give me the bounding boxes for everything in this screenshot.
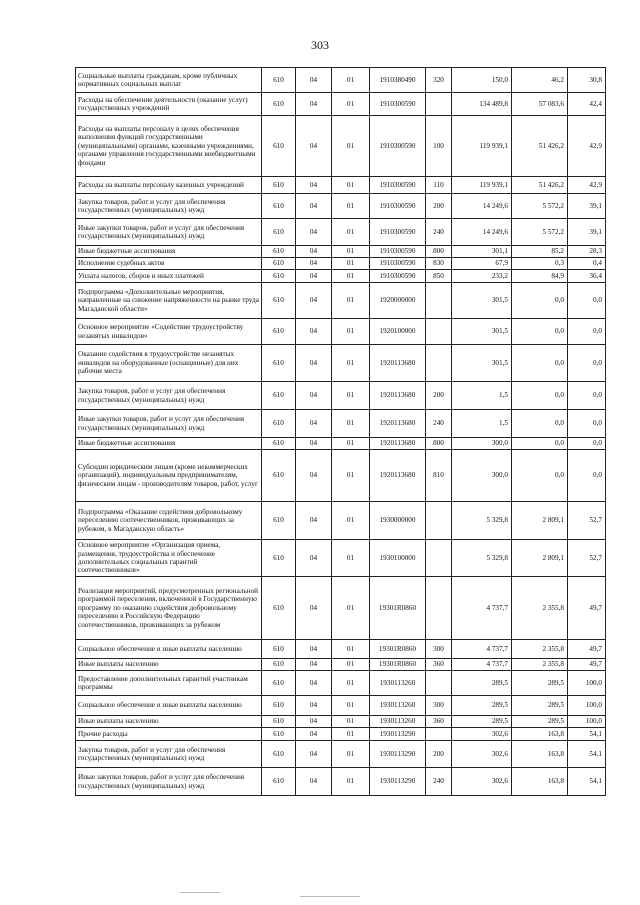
percent-cell: 49,7: [568, 640, 606, 659]
expense-type-cell: 850: [426, 270, 452, 283]
table-row: [76, 345, 606, 382]
expense-type-cell: [426, 540, 452, 577]
actual-amount-cell: 57 083,6: [512, 93, 568, 116]
target-article-cell: 1930113260: [370, 716, 426, 728]
actual-amount-cell: 163,8: [512, 728, 568, 741]
plan-amount-cell: 289,5: [452, 716, 512, 728]
ministry-code-cell: 610: [262, 345, 296, 382]
target-article-cell: 1930113290: [370, 741, 426, 768]
table-row: [76, 659, 606, 671]
expense-type-cell: 240: [426, 768, 452, 796]
expense-type-cell: 240: [426, 410, 452, 438]
section-code-cell: 04: [296, 640, 332, 659]
expense-type-cell: [426, 728, 452, 741]
table-row: [76, 438, 606, 450]
section-code-cell: 04: [296, 659, 332, 671]
actual-amount-cell: 51 426,2: [512, 116, 568, 177]
expense-type-cell: 200: [426, 741, 452, 768]
row-name-cell: Подпрограмма «Дополнительные мероприятия, направленные на снижение напряженности на рынке труда Магаданской области»: [76, 283, 262, 319]
ministry-code-cell: 610: [262, 540, 296, 577]
plan-amount-cell: 300,0: [452, 450, 512, 502]
percent-cell: 0,0: [568, 345, 606, 382]
actual-amount-cell: 0,3: [512, 258, 568, 270]
actual-amount-cell: 2 355,8: [512, 640, 568, 659]
section-code-cell: 04: [296, 116, 332, 177]
subsection-code-cell: 01: [332, 116, 370, 177]
plan-amount-cell: 301,1: [452, 246, 512, 258]
actual-amount-cell: 0,0: [512, 319, 568, 345]
row-name-cell: Иные выплаты населению: [76, 659, 262, 671]
percent-cell: 49,7: [568, 577, 606, 640]
table-row: [76, 671, 606, 696]
ministry-code-cell: 610: [262, 93, 296, 116]
section-code-cell: 04: [296, 728, 332, 741]
page-number: 303: [311, 38, 329, 52]
table-row: [76, 177, 606, 194]
actual-amount-cell: 289,5: [512, 716, 568, 728]
ministry-code-cell: 610: [262, 671, 296, 696]
percent-cell: 52,7: [568, 502, 606, 540]
table-row: [76, 68, 606, 93]
row-name-cell: Уплата налогов, сборов и иных платежей: [76, 270, 262, 283]
subsection-code-cell: 01: [332, 659, 370, 671]
percent-cell: 36,4: [568, 270, 606, 283]
target-article-cell: 1920113680: [370, 438, 426, 450]
actual-amount-cell: 0,0: [512, 382, 568, 410]
row-name-cell: Предоставление дополнительных гарантий участникам программы: [76, 671, 262, 696]
subsection-code-cell: 01: [332, 258, 370, 270]
percent-cell: 54,1: [568, 741, 606, 768]
section-code-cell: 04: [296, 716, 332, 728]
subsection-code-cell: 01: [332, 319, 370, 345]
budget-table: [75, 67, 606, 796]
ministry-code-cell: 610: [262, 258, 296, 270]
row-name-cell: Расходы на выплаты персоналу в целях обеспечения выполнения функций государственными (муниципальными) органами, казенными учреждениями, органами управления государственными внебюджетными фондами: [76, 116, 262, 177]
expense-type-cell: 830: [426, 258, 452, 270]
actual-amount-cell: 2 809,1: [512, 502, 568, 540]
row-name-cell: Иные закупки товаров, работ и услуг для обеспечения государственных (муниципальных) нужд: [76, 219, 262, 246]
target-article-cell: 1910300590: [370, 258, 426, 270]
expense-type-cell: 200: [426, 194, 452, 219]
subsection-code-cell: 01: [332, 671, 370, 696]
table-row: [76, 716, 606, 728]
table-row: [76, 540, 606, 577]
subsection-code-cell: 01: [332, 68, 370, 93]
row-name-cell: Иные бюджетные ассигнования: [76, 246, 262, 258]
actual-amount-cell: 0,0: [512, 345, 568, 382]
subsection-code-cell: 01: [332, 716, 370, 728]
actual-amount-cell: 163,8: [512, 741, 568, 768]
target-article-cell: 1910380490: [370, 68, 426, 93]
percent-cell: 54,1: [568, 728, 606, 741]
ministry-code-cell: 610: [262, 728, 296, 741]
actual-amount-cell: 0,0: [512, 438, 568, 450]
section-code-cell: 04: [296, 450, 332, 502]
plan-amount-cell: 5 329,8: [452, 502, 512, 540]
expense-type-cell: 300: [426, 696, 452, 716]
section-code-cell: 04: [296, 345, 332, 382]
expense-type-cell: 110: [426, 177, 452, 194]
row-name-cell: Расходы на выплаты персоналу казенных учреждений: [76, 177, 262, 194]
plan-amount-cell: 134 489,8: [452, 93, 512, 116]
section-code-cell: 04: [296, 219, 332, 246]
row-name-cell: Закупка товаров, работ и услуг для обеспечения государственных (муниципальных) нужд: [76, 194, 262, 219]
expense-type-cell: 200: [426, 382, 452, 410]
target-article-cell: 1930113290: [370, 768, 426, 796]
expense-type-cell: [426, 502, 452, 540]
table-row: [76, 410, 606, 438]
percent-cell: 0,4: [568, 258, 606, 270]
subsection-code-cell: 01: [332, 502, 370, 540]
row-name-cell: Исполнение судебных актов: [76, 258, 262, 270]
plan-amount-cell: 14 249,6: [452, 219, 512, 246]
actual-amount-cell: 0,0: [512, 283, 568, 319]
percent-cell: 100,0: [568, 716, 606, 728]
section-code-cell: 04: [296, 741, 332, 768]
table-row: [76, 640, 606, 659]
expense-type-cell: 100: [426, 116, 452, 177]
plan-amount-cell: 301,5: [452, 345, 512, 382]
plan-amount-cell: 289,5: [452, 696, 512, 716]
actual-amount-cell: 2 355,8: [512, 577, 568, 640]
actual-amount-cell: 0,0: [512, 450, 568, 502]
table-row: [76, 728, 606, 741]
expense-type-cell: 810: [426, 450, 452, 502]
percent-cell: 39,1: [568, 219, 606, 246]
ministry-code-cell: 610: [262, 283, 296, 319]
subsection-code-cell: 01: [332, 768, 370, 796]
row-name-cell: Закупка товаров, работ и услуг для обеспечения государственных (муниципальных) нужд: [76, 741, 262, 768]
percent-cell: 0,0: [568, 438, 606, 450]
actual-amount-cell: 289,5: [512, 671, 568, 696]
actual-amount-cell: 0,0: [512, 410, 568, 438]
section-code-cell: 04: [296, 319, 332, 345]
expense-type-cell: [426, 319, 452, 345]
subsection-code-cell: 01: [332, 283, 370, 319]
actual-amount-cell: 85,2: [512, 246, 568, 258]
ministry-code-cell: 610: [262, 270, 296, 283]
row-name-cell: Социальное обеспечение и иные выплаты населению: [76, 640, 262, 659]
target-article-cell: 19301R0860: [370, 659, 426, 671]
target-article-cell: 1910300590: [370, 93, 426, 116]
plan-amount-cell: 301,5: [452, 319, 512, 345]
expense-type-cell: 240: [426, 219, 452, 246]
table-row: [76, 219, 606, 246]
ministry-code-cell: 610: [262, 741, 296, 768]
scan-mark: [300, 896, 360, 897]
target-article-cell: 1910300590: [370, 219, 426, 246]
section-code-cell: 04: [296, 502, 332, 540]
subsection-code-cell: 01: [332, 345, 370, 382]
percent-cell: 42,9: [568, 116, 606, 177]
percent-cell: 0,0: [568, 410, 606, 438]
target-article-cell: 1910300590: [370, 177, 426, 194]
plan-amount-cell: 119 939,1: [452, 116, 512, 177]
percent-cell: 49,7: [568, 659, 606, 671]
plan-amount-cell: 14 249,6: [452, 194, 512, 219]
ministry-code-cell: 610: [262, 577, 296, 640]
plan-amount-cell: 301,5: [452, 283, 512, 319]
section-code-cell: 04: [296, 258, 332, 270]
section-code-cell: 04: [296, 246, 332, 258]
row-name-cell: Основное мероприятие «Организация приема, размещения, трудоустройства и обеспечение дополнительных социальных гарантий соотечественников»: [76, 540, 262, 577]
ministry-code-cell: 610: [262, 696, 296, 716]
section-code-cell: 04: [296, 671, 332, 696]
ministry-code-cell: 610: [262, 716, 296, 728]
subsection-code-cell: 01: [332, 577, 370, 640]
subsection-code-cell: 01: [332, 382, 370, 410]
section-code-cell: 04: [296, 177, 332, 194]
target-article-cell: 19301R0860: [370, 577, 426, 640]
plan-amount-cell: 289,5: [452, 671, 512, 696]
target-article-cell: 1920113680: [370, 410, 426, 438]
percent-cell: 52,7: [568, 540, 606, 577]
ministry-code-cell: 610: [262, 246, 296, 258]
table-row: [76, 502, 606, 540]
ministry-code-cell: 610: [262, 640, 296, 659]
ministry-code-cell: 610: [262, 194, 296, 219]
section-code-cell: 04: [296, 382, 332, 410]
actual-amount-cell: 2 355,8: [512, 659, 568, 671]
plan-amount-cell: 67,9: [452, 258, 512, 270]
ministry-code-cell: 610: [262, 502, 296, 540]
target-article-cell: 1930100000: [370, 540, 426, 577]
subsection-code-cell: 01: [332, 270, 370, 283]
row-name-cell: Иные закупки товаров, работ и услуг для обеспечения государственных (муниципальных) нужд: [76, 768, 262, 796]
section-code-cell: 04: [296, 68, 332, 93]
plan-amount-cell: 4 737,7: [452, 659, 512, 671]
target-article-cell: 1910300590: [370, 194, 426, 219]
row-name-cell: Социальные выплаты гражданам, кроме публичных нормативных социальных выплат: [76, 68, 262, 93]
percent-cell: 100,0: [568, 696, 606, 716]
table-body: [76, 68, 606, 796]
section-code-cell: 04: [296, 194, 332, 219]
target-article-cell: 1920113680: [370, 450, 426, 502]
actual-amount-cell: 2 809,1: [512, 540, 568, 577]
ministry-code-cell: 610: [262, 382, 296, 410]
row-name-cell: Реализация мероприятий, предусмотренных региональной программой переселения, включенной в Государственную программу по оказанию содействия добровольному переселению в Российскую Федерацию соотечественников, проживающих за рубежом: [76, 577, 262, 640]
table-row: [76, 741, 606, 768]
actual-amount-cell: 84,9: [512, 270, 568, 283]
target-article-cell: 19301R0860: [370, 640, 426, 659]
table-row: [76, 270, 606, 283]
ministry-code-cell: 610: [262, 319, 296, 345]
ministry-code-cell: 610: [262, 68, 296, 93]
scan-mark: [180, 892, 220, 893]
target-article-cell: 1910300590: [370, 246, 426, 258]
percent-cell: 0,0: [568, 319, 606, 345]
subsection-code-cell: 01: [332, 194, 370, 219]
target-article-cell: 1910300590: [370, 116, 426, 177]
actual-amount-cell: 5 572,2: [512, 194, 568, 219]
table-row: [76, 450, 606, 502]
section-code-cell: 04: [296, 577, 332, 640]
ministry-code-cell: 610: [262, 116, 296, 177]
expense-type-cell: [426, 283, 452, 319]
subsection-code-cell: 01: [332, 640, 370, 659]
actual-amount-cell: 289,5: [512, 696, 568, 716]
plan-amount-cell: 4 737,7: [452, 577, 512, 640]
expense-type-cell: 320: [426, 68, 452, 93]
subsection-code-cell: 01: [332, 540, 370, 577]
subsection-code-cell: 01: [332, 741, 370, 768]
expense-type-cell: 360: [426, 659, 452, 671]
row-name-cell: Подпрограмма «Оказание содействия добровольному переселению соотечественников, проживающих за рубежом, в Магаданскую область»: [76, 502, 262, 540]
plan-amount-cell: 150,0: [452, 68, 512, 93]
table-row: [76, 696, 606, 716]
expense-type-cell: [426, 345, 452, 382]
table-row: [76, 382, 606, 410]
ministry-code-cell: 610: [262, 659, 296, 671]
target-article-cell: 1910300590: [370, 270, 426, 283]
plan-amount-cell: 119 939,1: [452, 177, 512, 194]
section-code-cell: 04: [296, 93, 332, 116]
plan-amount-cell: 5 329,8: [452, 540, 512, 577]
ministry-code-cell: 610: [262, 438, 296, 450]
row-name-cell: Расходы на обеспечение деятельности (оказание услуг) государственных учреждений: [76, 93, 262, 116]
expense-type-cell: 300: [426, 640, 452, 659]
expense-type-cell: [426, 671, 452, 696]
subsection-code-cell: 01: [332, 450, 370, 502]
expense-type-cell: 800: [426, 438, 452, 450]
table-row: [76, 577, 606, 640]
target-article-cell: 1930113260: [370, 671, 426, 696]
percent-cell: 42,9: [568, 177, 606, 194]
table-row: [76, 194, 606, 219]
ministry-code-cell: 610: [262, 450, 296, 502]
actual-amount-cell: 46,2: [512, 68, 568, 93]
percent-cell: 42,4: [568, 93, 606, 116]
table-row: [76, 116, 606, 177]
section-code-cell: 04: [296, 540, 332, 577]
section-code-cell: 04: [296, 438, 332, 450]
percent-cell: 54,1: [568, 768, 606, 796]
plan-amount-cell: 4 737,7: [452, 640, 512, 659]
target-article-cell: 1920100000: [370, 319, 426, 345]
target-article-cell: 1930113260: [370, 696, 426, 716]
subsection-code-cell: 01: [332, 246, 370, 258]
row-name-cell: Субсидии юридическим лицам (кроме некоммерческих организаций), индивидуальным предпринимателям, физическим лицам - производителям товаров, работ, услуг: [76, 450, 262, 502]
ministry-code-cell: 610: [262, 410, 296, 438]
percent-cell: 30,8: [568, 68, 606, 93]
expense-type-cell: 360: [426, 716, 452, 728]
table-row: [76, 283, 606, 319]
table-row: [76, 768, 606, 796]
target-article-cell: 1920000000: [370, 283, 426, 319]
actual-amount-cell: 51 426,2: [512, 177, 568, 194]
expense-type-cell: 800: [426, 246, 452, 258]
section-code-cell: 04: [296, 283, 332, 319]
plan-amount-cell: 302,6: [452, 768, 512, 796]
section-code-cell: 04: [296, 270, 332, 283]
subsection-code-cell: 01: [332, 696, 370, 716]
percent-cell: 0,0: [568, 450, 606, 502]
plan-amount-cell: 302,6: [452, 741, 512, 768]
row-name-cell: Иные закупки товаров, работ и услуг для обеспечения государственных (муниципальных) нужд: [76, 410, 262, 438]
table-row: [76, 258, 606, 270]
ministry-code-cell: 610: [262, 219, 296, 246]
row-name-cell: Закупка товаров, работ и услуг для обеспечения государственных (муниципальных) нужд: [76, 382, 262, 410]
percent-cell: 0,0: [568, 283, 606, 319]
section-code-cell: 04: [296, 696, 332, 716]
section-code-cell: 04: [296, 768, 332, 796]
subsection-code-cell: 01: [332, 728, 370, 741]
subsection-code-cell: 01: [332, 219, 370, 246]
table-row: [76, 246, 606, 258]
subsection-code-cell: 01: [332, 93, 370, 116]
section-code-cell: 04: [296, 410, 332, 438]
plan-amount-cell: 1,5: [452, 410, 512, 438]
percent-cell: 100,0: [568, 671, 606, 696]
target-article-cell: 1920113680: [370, 382, 426, 410]
subsection-code-cell: 01: [332, 438, 370, 450]
row-name-cell: Социальное обеспечение и иные выплаты населению: [76, 696, 262, 716]
plan-amount-cell: 302,6: [452, 728, 512, 741]
row-name-cell: Иные выплаты населению: [76, 716, 262, 728]
row-name-cell: Иные бюджетные ассигнования: [76, 438, 262, 450]
subsection-code-cell: 01: [332, 177, 370, 194]
plan-amount-cell: 233,2: [452, 270, 512, 283]
actual-amount-cell: 5 572,2: [512, 219, 568, 246]
expense-type-cell: [426, 93, 452, 116]
ministry-code-cell: 610: [262, 768, 296, 796]
plan-amount-cell: 1,5: [452, 382, 512, 410]
table-row: [76, 93, 606, 116]
percent-cell: 28,3: [568, 246, 606, 258]
ministry-code-cell: 610: [262, 177, 296, 194]
expense-type-cell: [426, 577, 452, 640]
plan-amount-cell: 300,0: [452, 438, 512, 450]
percent-cell: 39,1: [568, 194, 606, 219]
subsection-code-cell: 01: [332, 410, 370, 438]
actual-amount-cell: 163,8: [512, 768, 568, 796]
target-article-cell: 1930000000: [370, 502, 426, 540]
row-name-cell: Оказание содействия в трудоустройстве незанятых инвалидов на оборудованные (оснащенные) для них рабочие места: [76, 345, 262, 382]
table-row: [76, 319, 606, 345]
row-name-cell: Прочие расходы: [76, 728, 262, 741]
percent-cell: 0,0: [568, 382, 606, 410]
row-name-cell: Основное мероприятие «Содействие трудоустройству незанятых инвалидов»: [76, 319, 262, 345]
target-article-cell: 1930113290: [370, 728, 426, 741]
target-article-cell: 1920113680: [370, 345, 426, 382]
